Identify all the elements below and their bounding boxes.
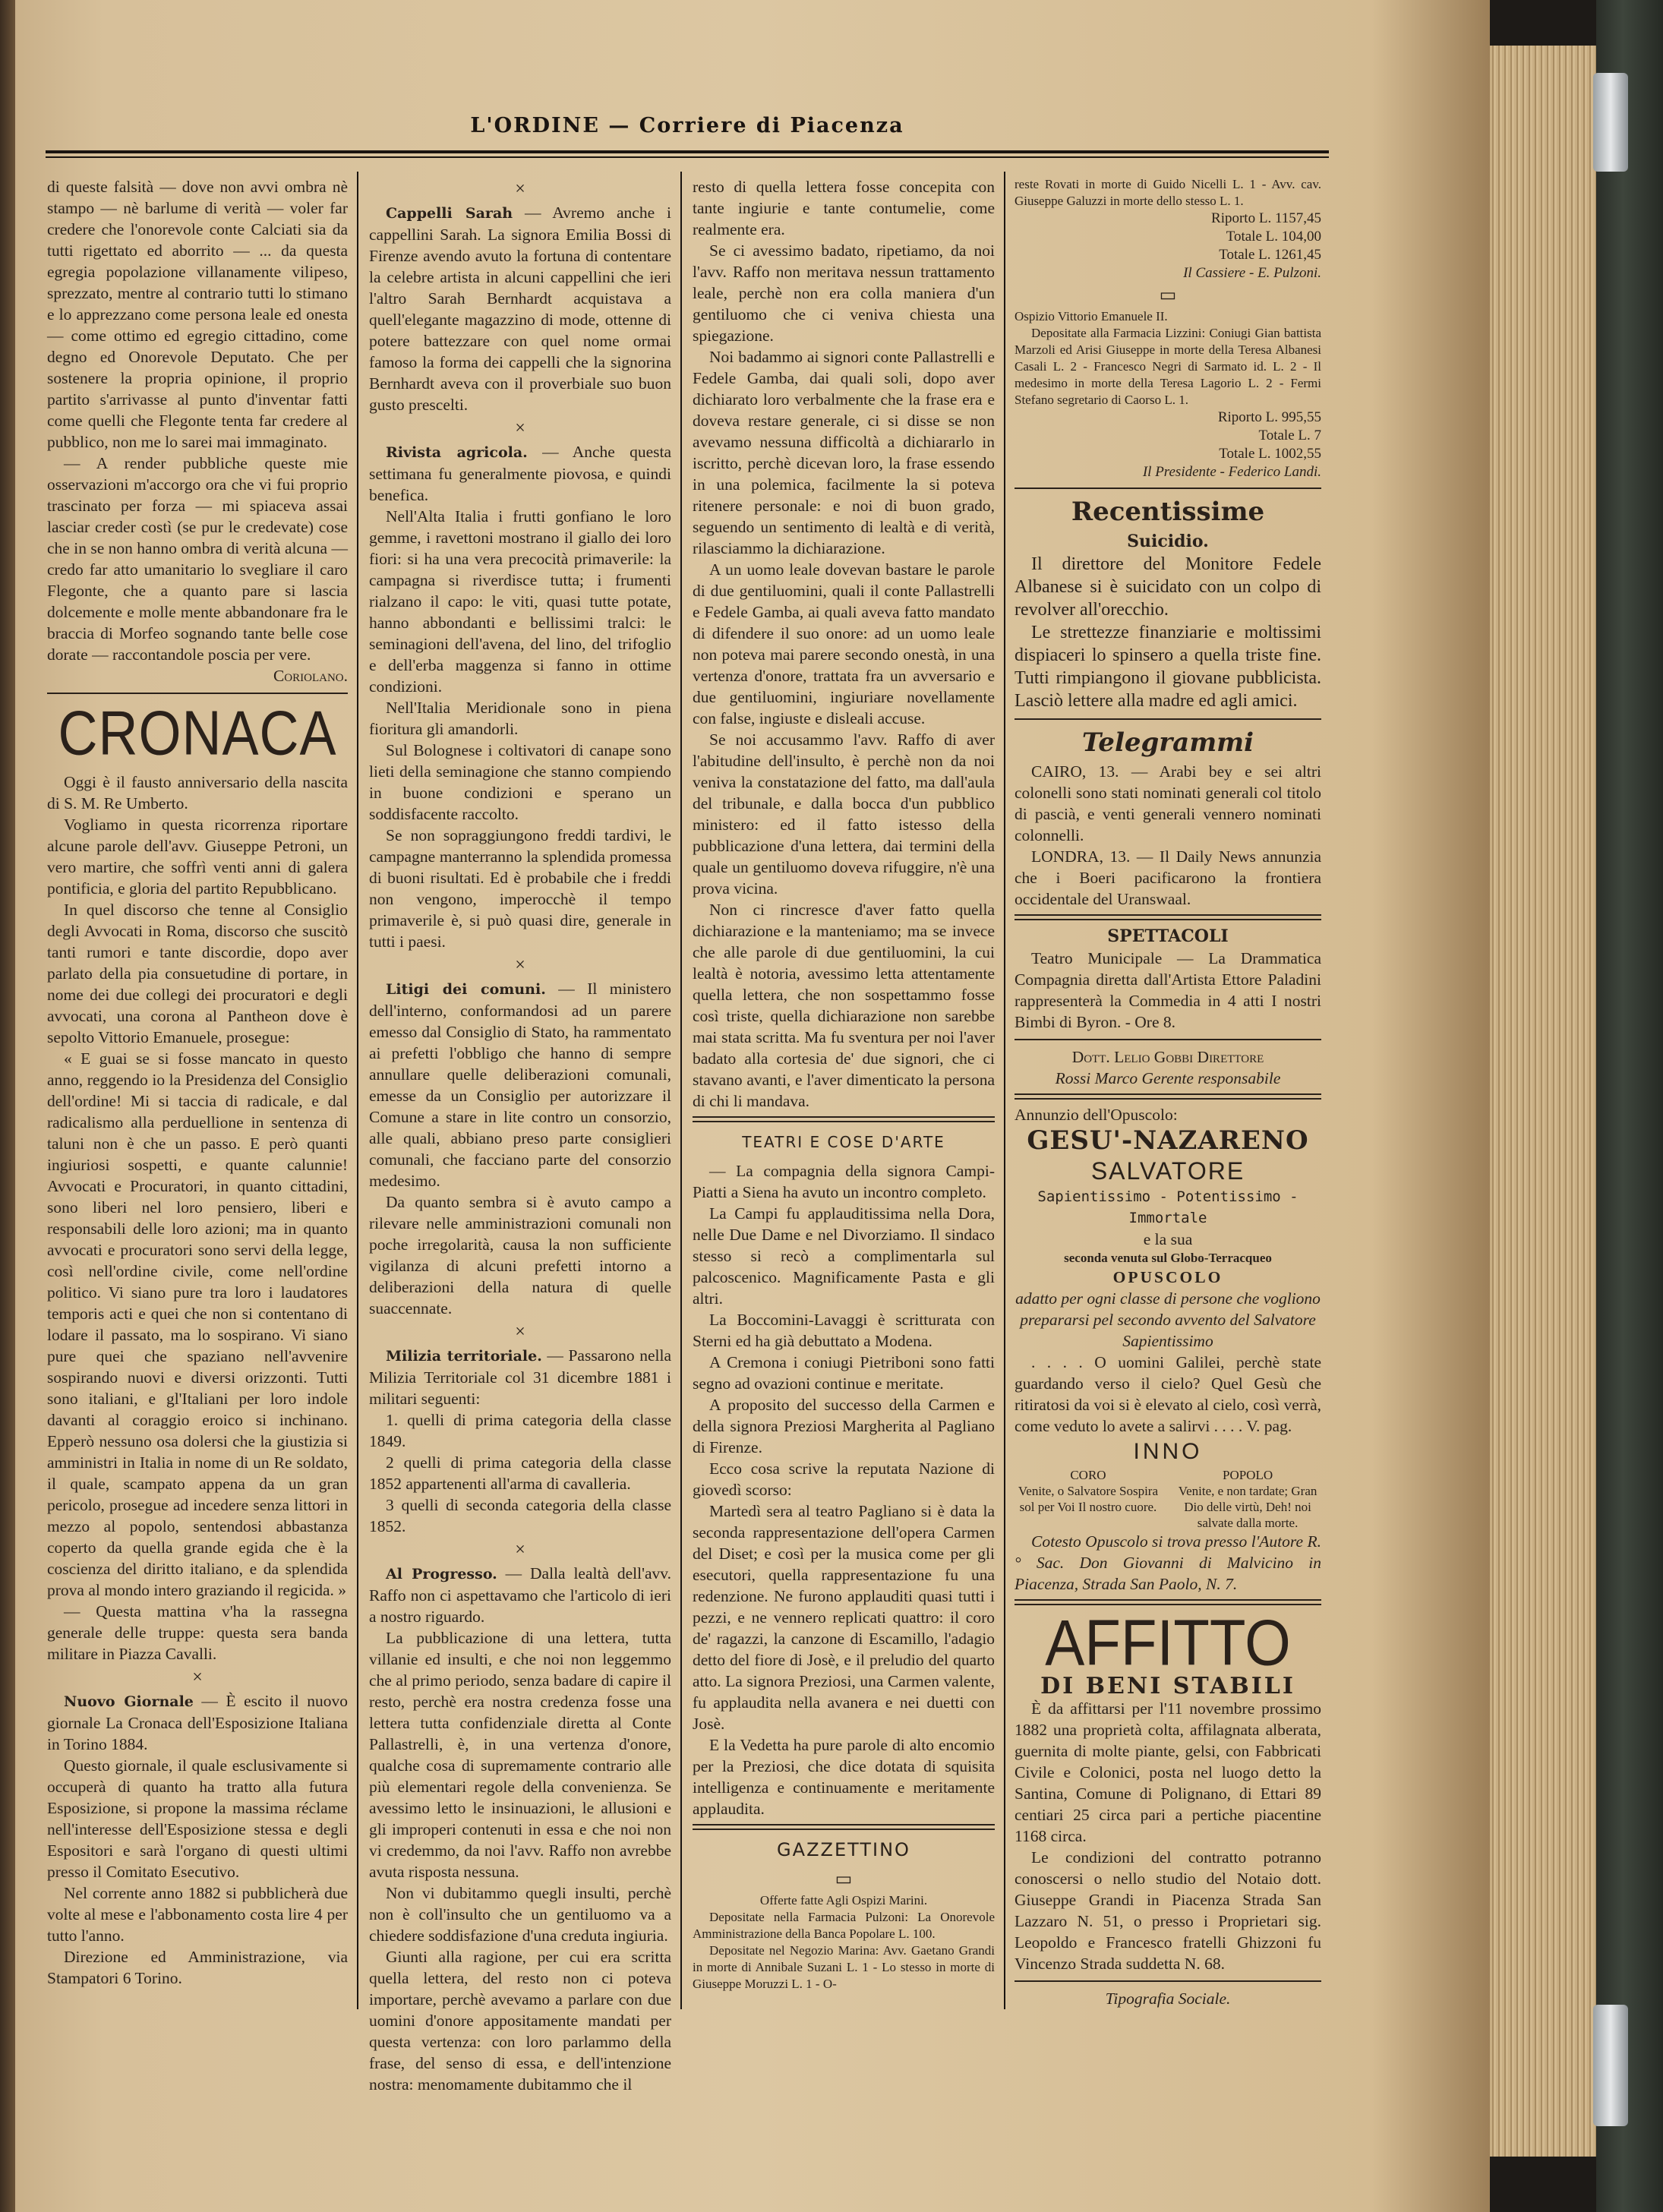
notice-paragraph: Depositate alla Farmacia Lizzini: Coniugi Gian battista Marzoli ed Arisi Giuseppe in morte della Teresa Albanesi Casali L. 2 - Francesco Negri di Sarmato id. L. 2 - Il medesimo in morte della Teresa Lagorio L. 2 - Fermi Stefano segretario di Caorso L. 1. <box>1015 326 1321 407</box>
notice-paragraph: Depositate nel Negozio Marina: Avv. Gaetano Grandi in morte di Annibale Suzani L. 1 - Lo stesso in morte di Giuseppe Moruzzi L. 1 - O- <box>693 1943 995 1991</box>
popolo-label: POPOLO <box>1222 1468 1273 1482</box>
left-page-edge <box>0 0 15 2212</box>
article-text: — Dalla lealtà dell'avv. Raffo non ci aspettavamo che l'articolo di ieri a nostro riguardo. <box>369 1564 672 1626</box>
cross-separator-icon: × <box>515 418 525 438</box>
article-paragraph: 2 quelli di prima categoria della classe 1852 appartenenti all'arma di cavalleria. <box>369 1453 671 1493</box>
coro-label: CORO <box>1070 1468 1106 1482</box>
ad-paragraph: . . . . O uomini Galilei, perchè state guardando verso il cielo? Quel Gesù che ritiratosi da voi si è elevato al cielo, così verrà, come veduto lo avete a salirvi . . . . V. pag. <box>1015 1353 1321 1435</box>
article-paragraph: Nel corrente anno 1882 si pubblicherà due volte al mese e l'abbonamento costa lire 4 per tutto l'anno. <box>47 1884 348 1945</box>
inno-verses <box>1015 1483 1321 1531</box>
article-paragraph: Giunti alla ragione, per cui era scritta quella lettera, del resto non ci poteva importare, perchè avevamo a parlare con due uomini d'onore appositamente mandati per questa vertenza: con loro parlammo della frase, del senso di essa, e dell'intenzione nostra: menomamente dubitammo che il <box>369 1948 671 2094</box>
article-text: — È escito il nuovo giornale La Cronaca dell'Esposizione Italiana in Torino 1884. <box>47 1692 348 1753</box>
popolo-verse: Venite, e non tardate; Gran Dio delle virtù, Deh! noi salvate dalla morte. <box>1178 1484 1317 1530</box>
article-paragraph: Se ci avessimo badato, ripetiamo, da noi l'avv. Raffo non meritava nessun trattamento leale, perchè non era colla maniera d'un gentiluomo che ci veniva chiesta una spiegazione. <box>693 241 995 345</box>
article-paragraph: Ecco cosa scrive la reputata Nazione di giovedì scorso: <box>693 1459 995 1499</box>
article-paragraph: Oggi è il fausto anniversario della nascita di S. M. Re Umberto. <box>47 773 348 813</box>
column-3 <box>693 176 995 1993</box>
ad-paragraph: Cotesto Opuscolo si trova presso l'Autore R.° Sac. Don Giovanni di Malvicino in Piacenza, Strada San Paolo, N. 7. <box>1015 1532 1321 1593</box>
cross-separator-icon: × <box>192 1668 203 1687</box>
page-stack-edges <box>1490 46 1596 2157</box>
total-line: Totale L. 104,00 <box>1226 229 1321 245</box>
divider <box>693 1824 995 1830</box>
article-paragraph: E la Vedetta ha pure parole di alto encomio per la Preziosi, che dice dotata di squisita intelligenza e continuamente e meritamente applaudita. <box>693 1736 995 1818</box>
article-text: — Il ministero dell'interno, conformandosi ad un parere emesso dal Consiglio di Stato, ha rammentato ai prefetti l'obbligo che hanno di sempre annullare quelle deliberazioni comunali, emesse da un Consiglio per autorizzare il Comune a stare in lite contro un consorzio, alle quali, abbiano preso parte consiglieri comunali, che facciano parte del consorzio medesimo. <box>369 980 671 1190</box>
header-rule <box>46 150 1329 153</box>
affitto-subheading: DI BENI STABILI <box>1040 1673 1295 1699</box>
article-heading: Milizia territoriale. <box>386 1348 542 1365</box>
ornament-icon: ▭ <box>835 1870 853 1889</box>
column-rule <box>357 172 358 2009</box>
article-paragraph: — Questa mattina v'ha la rassegna generale delle truppe: questa sera banda militare in Piazza Cavalli. <box>47 1602 348 1663</box>
binding-clip-top <box>1593 73 1628 172</box>
article-paragraph: A proposito del successo della Carmen e della signora Preziosi Margherita al Pagliano di Firenze. <box>693 1396 995 1456</box>
total-line: Totale L. 1002,55 <box>1219 446 1321 462</box>
article-paragraph: A un uomo leale dovevan bastare le parole di due gentiluomini, quali il conte Pallastrelli e Fedele Gamba, ai quali aveva fatto mandato di difendere il suo onore: ad un uomo leale non poteva mai parere secondo onestà, in una vertenza d'onore, trattata fra un avversario e due gentiluomini, ingiuriare novellamente con false, ingiuste e disleali accuse. <box>693 560 995 727</box>
printer-line: Tipografia Sociale. <box>1105 1990 1231 2008</box>
article-paragraph: Le strettezze finanziarie e moltissimi dispiaceri lo spinsero a quella triste fine. Tutti rimpiangono il giovane pubblicista. Lasciò lettere alla madre ed agli amici. <box>1015 623 1321 711</box>
ad-line: adatto per ogni classe di persone che vogliono prepararsi pel secondo avvento del Salvatore Sapientissimo <box>1015 1289 1321 1350</box>
article-paragraph: La pubblicazione di una lettera, tutta villanie ed insulti, e che noi non leggemmo che al primo periodo, senza badare di capire il resto, perchè era nostra credenza fosse una lettera tutta confidenziale diretta al Conte Pallastrelli, è, in una vertenza d'onore, qualche cosa di supremamente contrario alle più elementari regole della convenienza. Se avessimo letto le insinuazioni, le allusioni e gli improperi contenuti in essa e che noi non vi credemmo, da noi l'avv. Raffo non avrebbe avuta risposta nessuna. <box>369 1629 671 1881</box>
presidente-signature: Il Presidente - Federico Landi. <box>1142 464 1321 480</box>
article-paragraph: CAIRO, 13. — Arabi bey e sei altri colonelli sono stati nominati generali col titolo di pascià, e venti generali vennero nominati colonnelli. <box>1015 762 1321 844</box>
ad-paragraph: Le condizioni del contratto potranno conoscersi o nello studio del Notaio dott. Giuseppe Grandi in Piacenza Strada San Lazzaro N. 51, o presso i Proprietari sig. Leopoldo e Francesco fratelli Ghizzoni fu Vincenzo Strada suddetta N. 68. <box>1015 1848 1321 1973</box>
ad-subtitle: SALVATORE <box>1090 1157 1245 1185</box>
article-paragraph: Da quanto sembra si è avuto campo a rilevare nelle amministrazioni comunali non poche irregolarità, causa la non sufficiente vigilanza di alcuni prefetti intorno a deliberazioni della natura di quelle suaccennate. <box>369 1193 671 1317</box>
article-paragraph: Nell'Italia Meridionale sono in piena fioritura gli amandorli. <box>369 699 671 738</box>
divider <box>1015 488 1321 489</box>
notice-paragraph: reste Rovati in morte di Guido Nicelli L. 1 - Avv. cav. Giuseppe Galuzzi in morte dello stesso L. 1. <box>1015 177 1321 208</box>
ad-line: Sapientissimo - Potentissimo - Immortale <box>1037 1188 1299 1226</box>
article-text: — Anche questa settimana fu generalmente piovosa, e quindi benefica. <box>369 443 672 504</box>
spettacoli-heading: SPETTACOLI <box>1107 926 1229 946</box>
article-paragraph: Vogliamo in questa ricorrenza riportare alcune parole dell'avv. Giuseppe Petroni, un vero martire, che soffrì venti anni di galera pontificia, e gloria del partito Repubblicano. <box>47 816 348 898</box>
cassiere-signature: Il Cassiere - E. Pulzoni. <box>1183 265 1321 281</box>
column-rule <box>680 172 682 2009</box>
article-paragraph: Teatro Municipale — La Drammatica Compagnia diretta dall'Artista Ettore Paladini rappresenterà la Commedia in 4 atti I nostri Bimbi di Byron. - Ore 8. <box>1015 949 1321 1031</box>
article-paragraph: « E guai se si fosse mancato in questo anno, reggendo io la Presidenza del Consiglio dell'ordine! Mi si taccia di radicale, e dal radicalismo alla perduellione in sentenza di taluni non è che un passo. E però quanti ingiuriosi sospetti, e quante calunnie! Avvocati e Procuratori, in quanto cittadini, sono liberi nel loro pensiero, liberi e responsabili delle loro azioni; ma in quanto avvocati e procuratori sono servi della legge, così nell'ordine civile, come nell'ordine politico. Vi siano pure tra loro i laudatores temporis acti e quei che non si contentano di lodare il passato, ma lo sospirano. Vi siano pure quei che spaziano nell'avvenire sospirando nuovi e diversi orizzonti. Tutti sono italiani, e gl'Italiani per loro indole davanti al coraggio eroico si inchinano. Epperò nessuno osa dolersi che la giustizia si amministri in Italia in nome di un Re soldato, il quale, scampato appena da un gran pericolo, prosegue ad incedere senza littori in mezzo al popolo, sentendosi abbastanza coperto da quella grande egida che è la coscienza del diritto italiano, e da splendida prova al mondo intero graziando il regicida. » <box>47 1049 348 1599</box>
article-paragraph: Direzione ed Amministrazione, via Stampatori 6 Torino. <box>47 1948 348 1987</box>
article-paragraph: — A render pubbliche queste mie osservazioni m'accorgo ora che vi fui proprio trascinato per forza — mi spiaceva assai lasciar creder costì (se pur le credevate) cose che in se non hanno ombra di verità alcuna — credo far atto umanitario lo svegliare il caro Flegonte, che a quanto pare si lascia dolcemente e molle mente abbandonare fra le braccia di Morfeo sognando tante belle cose dorate — raccontandole poscia per vere. <box>47 454 348 664</box>
signature: Coriolano. <box>273 667 348 685</box>
article-text: — Passarono nella Milizia Territoriale col 31 dicembre 1881 i militari seguenti: <box>369 1346 672 1408</box>
binding-cover <box>1596 0 1663 2212</box>
notice-paragraph: Depositate nella Farmacia Pulzoni: La Onorevole Amministrazione della Banca Popolare L. 100. <box>693 1910 995 1941</box>
article-paragraph: — La compagnia della signora Campi-Piatti a Siena ha avuto un incontro completo. <box>693 1162 995 1201</box>
cross-separator-icon: × <box>515 179 525 199</box>
article-text: — Avremo anche i cappellini Sarah. La signora Emilia Bossi di Firenze avendo avuto la fortuna di contentare la celebre artista in alcuni cappellini che ieri l'altro Sarah Bernhardt acquistava a quell'elegante magazzino di mode, ottenne di potere battezzare con quel nome ormai famoso la forma dei cappelli che la signorina Bernhardt aveva con il proverbiale suo buon gusto prescelti. <box>369 204 672 414</box>
article-paragraph: In quel discorso che tenne al Consiglio degli Avvocati in Roma, discorso che suscitò tanti rumori e tante discordie, dopo aver parlato della pia consuetudine di portare, in nome dei due collegi dei procuratori e degli avvocati, una corona al Pantheon dove è sepolto Vittorio Emanuele, prosegue: <box>47 901 348 1046</box>
article-paragraph: 1. quelli di prima categoria della classe 1849. <box>369 1411 671 1450</box>
suicidio-heading: Suicidio. <box>1127 532 1209 551</box>
divider <box>47 693 348 694</box>
article-paragraph: A Cremona i coniugi Pietriboni sono fatti segno ad ovazioni continue e meritate. <box>693 1353 995 1393</box>
article-paragraph: Non ci rincresce d'aver fatto quella dichiarazione e la manteniamo; ma se invece che alle parole di due gentiluomini, la cui lealtà è notoria, avessimo letta attentamente quella lettera, che non sospettammo fosse così triste, quella dichiarazione non sarebbe mai stata scritta. Ma fu sventura per noi l'aver badato alla cortesia de' due signori, che ci stavano avanti, e l'aver dimenticato la persona di chi li mandava. <box>693 901 995 1110</box>
cronaca-heading: CRONACA <box>58 699 337 768</box>
ad-line: seconda venuta sul Globo-Terracqueo <box>1064 1251 1272 1265</box>
inno-columns <box>1015 1467 1321 1483</box>
article-heading: Cappelli Sarah <box>386 205 513 222</box>
gerente-line: Rossi Marco Gerente responsabile <box>1055 1069 1281 1087</box>
director-line: Dott. Lelio Gobbi Direttore <box>1071 1048 1264 1066</box>
article-paragraph: 3 quelli di seconda categoria della classe 1852. <box>369 1496 671 1535</box>
article-paragraph: Se non sopraggiungono freddi tardivi, le campagne manterranno la splendida promessa di buoni risultati. Ed è probabile che i freddi non vengono, imperocchè il tempo primaverile è, si può quasi dire, generale in tutti i paesi. <box>369 826 671 951</box>
affitto-heading: AFFITTO <box>1045 1605 1291 1680</box>
ad-paragraph: È da affittarsi per l'11 novembre prossimo 1882 una proprietà colta, affilagnata alberata, guernita di molte piante, gelsi, con Fabbricati Civile e Colonici, posta nel luogo detto la Santina, Comune di Polignano, di Ettari 89 centiari 25 circa pari a pertiche piacentine 1168 circa. <box>1015 1699 1321 1845</box>
article-heading: Rivista agricola. <box>386 444 528 461</box>
divider <box>1015 1039 1321 1040</box>
article-paragraph: Noi badammo ai signori conte Pallastrelli e Fedele Gamba, dai quali soli, dopo aver dichiarato loro verbalmente che la frase era e doveva restare generale, ci si disse se non avevamo nessuna difficoltà a dichiararlo in iscritto, perchè dicevan loro, la frase essendo in una polemica, facilmente la si poteva ritenere personale: e noi di buon grado, seguendo un sentimento di lealtà e di verità, rilasciammo la dichiarazione. <box>693 348 995 557</box>
article-paragraph: Non vi dubitammo quegli insulti, perchè non è coll'insulto che un gentiluomo va a chiedere soddisfazione d'una creduta ingiuria. <box>369 1884 671 1945</box>
article-paragraph: Se noi accusammo l'avv. Raffo di aver l'abitudine dell'insulto, è perchè non da noi veniva la constatazione del fatto, ma dall'aula del tribunale, e dalla bocca d'un pubblico ministero: ed il fatto istesso della pubblicazione d'una lettera, dai termini della quale un gentiluomo doveva rifuggire, n'è una prova vicina. <box>693 730 995 898</box>
article-paragraph: Questo giornale, il quale esclusivamente si occuperà di quanto ha tratto alla futura Esposizione, si propone la massima réclame nell'interesse dell'Esposizione stessa e degli Espositori e sarà l'organo di questi ultimi presso il Comitato Esecutivo. <box>47 1756 348 1881</box>
ad-line: OPUSCOLO <box>1112 1268 1223 1286</box>
total-line: Riporto L. 1157,45 <box>1211 210 1321 226</box>
coro-verse: Venite, o Salvatore Sospira sol per Voi Il nostro cuore. <box>1018 1484 1159 1514</box>
total-line: Totale L. 7 <box>1258 428 1321 443</box>
article-paragraph: Sul Bolognese i coltivatori di canape sono lieti della seminagione che stanno compiendo in buone condizioni e sperano un soddisfacente raccolto. <box>369 741 671 823</box>
ad-title: GESU'-NAZARENO <box>1027 1125 1309 1156</box>
cross-separator-icon: × <box>515 1540 525 1560</box>
inno-heading: INNO <box>1133 1439 1203 1464</box>
cross-separator-icon: × <box>515 1322 525 1342</box>
notice-heading: Offerte fatte Agli Ospizi Marini. <box>759 1893 928 1907</box>
binding-clip-bottom <box>1593 2005 1628 2126</box>
recentissime-heading: Recentissime <box>1071 497 1265 527</box>
article-paragraph: Martedì sera al teatro Pagliano si è data la seconda rappresentazione dell'opera Carmen del Diset; e così per la musica come per gli esecutori, quella rappresentazione fu una redenzione. Ne furono applauditi quasi tutti i pezzi, e ne vennero replicati quattro: il coro de' ragazzi, la canzone di Escamillo, l'adagio detto del fiore di Josè, e il preludio del quarto atto. La signora Preziosi, una Carmen valente, fu applaudita nella avanera e nei duetti con Josè. <box>693 1502 995 1733</box>
divider <box>693 1116 995 1122</box>
ad-intro: Annunzio dell'Opuscolo: <box>1015 1106 1178 1124</box>
teatri-heading: TEATRI E COSE D'ARTE <box>742 1133 945 1151</box>
article-paragraph: La Boccomini-Lavaggi è scritturata con Sterni ed ha già debuttato a Modena. <box>693 1311 995 1350</box>
divider <box>1015 914 1321 920</box>
total-line: Riporto L. 995,55 <box>1217 409 1321 425</box>
article-paragraph: di queste falsità — dove non avvi ombra nè stampo — nè barlume di verità — voler far credere che l'onorevole conte Calciati sia da tutti rigettato ed aborrito — ... da questa egregia popolazione villanamente vilipeso, sprezzato, mentre al contrario tutti lo stimano e lo apprezzano come persona leale ed onesta — come ottimo ed egregio cittadino, come degno ed Onorevole Deputato. Che per sostenere la propria opinione, il proprio partito s'arrivasse al punto d'inventar fatti come quelli che Flegonte tenta far credere al pubblico, non me lo sarei mai immaginato. <box>47 178 348 451</box>
article-heading: Litigi dei comuni. <box>386 981 546 998</box>
column-1 <box>47 176 348 1989</box>
notice-heading: Ospizio Vittorio Emanuele II. <box>1015 309 1168 323</box>
article-paragraph: La Campi fu applauditissima nella Dora, nelle Due Dame e nel Divorziamo. Il sindaco stesso si recò a complimentarla sul palcoscenico. Magnificamente Pasta e gli altri. <box>693 1204 995 1308</box>
telegrammi-heading: Telegrammi <box>1081 727 1254 758</box>
article-heading: Nuovo Giornale <box>64 1693 194 1710</box>
cross-separator-icon: × <box>515 955 525 975</box>
article-paragraph: Nell'Alta Italia i frutti gonfiano le loro gemme, i ravettoni mostrano il giallo dei loro fiori: si ha una vera precocità primaverile: la campagna si riverdisce tutta; i frumenti rialzano il capo: le viti, quasi tutte potate, hanno abbondanti e bellissimi tralci: le seminagioni dell'avena, del lino, del trifoglio e dell'erba maggenza si fanno in ottime condizioni. <box>369 507 671 696</box>
column-2 <box>369 176 671 2095</box>
article-paragraph: Il direttore del Monitore Fedele Albanese si è suicidato con un colpo di revolver all'orecchio. <box>1015 554 1321 620</box>
article-paragraph: resto di quella lettera fosse concepita con tante ingiurie e tante contumelie, come realmente era. <box>693 178 995 238</box>
gazzettino-heading: GAZZETTINO <box>777 1839 910 1860</box>
ad-line: e la sua <box>1143 1230 1193 1248</box>
article-paragraph: LONDRA, 13. — Il Daily News annunzia che i Boeri pacificarono la frontiera occidentale del Uranswaal. <box>1015 847 1321 908</box>
column-4 <box>1015 176 1321 2009</box>
divider <box>1015 1980 1321 1982</box>
article-heading: Al Progresso. <box>386 1566 497 1582</box>
divider <box>1015 1093 1321 1100</box>
header-rule-thin <box>46 156 1329 158</box>
ornament-icon: ▭ <box>1159 286 1177 305</box>
divider <box>1015 718 1321 720</box>
column-rule <box>1004 172 1005 2009</box>
total-line: Totale L. 1261,45 <box>1219 247 1321 263</box>
divider <box>1015 1599 1321 1605</box>
masthead: L'ORDINE — Corriere di Piacenza <box>470 114 904 137</box>
